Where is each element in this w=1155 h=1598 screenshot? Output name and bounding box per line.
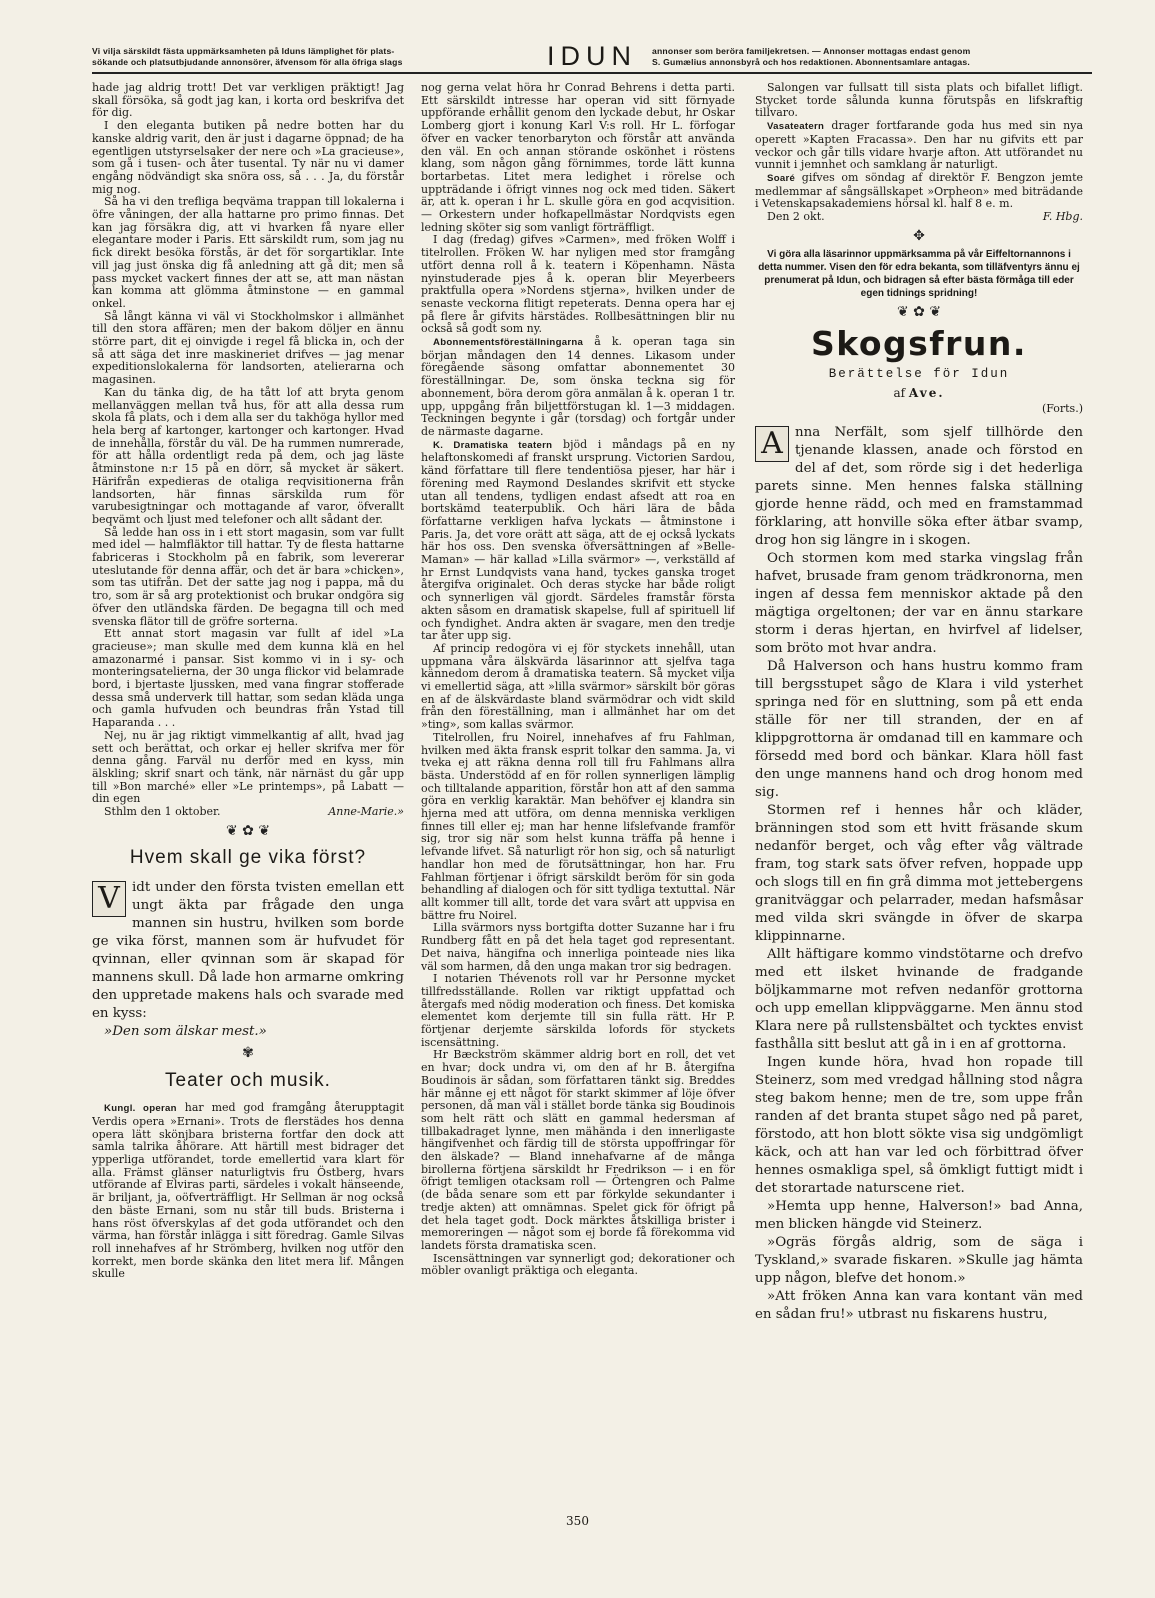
masthead-left-line: sökande och platsutbjudande annonsörer, äfvensom för alla öfriga slags <box>92 57 403 67</box>
story-continued-note: (Forts.) <box>1041 402 1083 416</box>
review-signature <box>755 211 1083 224</box>
masthead-right-line: annonser som beröra familjekretsen. — Annonser mottagas endast genom <box>652 46 971 56</box>
abonnement-lead: Abonnementsföreställningarna <box>433 337 584 349</box>
review-paragraph: Iscensättningen var synnerligt god; dekorationer och möbler ovanligt präktiga och eleganta. <box>421 1251 735 1278</box>
story-dropcap: A <box>755 426 789 462</box>
ornament-icon: ❦ ✿ ❦ <box>896 304 942 321</box>
story-text: nna Nerfält, som sjelf tillhörde den tjenande klassen, anade och förstod en del af det, som rörde sig i det hederliga parets sinne. Men hennes falska ställning gjorde henne rädd, och med en framstammad förklaring, att honville söka efter ätbar svamp, drog hon sig längre in i skogen. <box>755 424 1083 548</box>
soare-lead: Soaré <box>767 172 796 184</box>
story-paragraph: »Hemta upp henne, Halverson!» bad Anna, men blicken hängde vid Steinerz. <box>755 1198 1083 1232</box>
column-1 <box>92 82 404 1512</box>
column-2 <box>421 82 735 1512</box>
letter-signature <box>92 806 404 819</box>
carmen-paragraph: I dag (fredag) gifves »Carmen», med fröken Wolff i titelrollen. Fröken W. har nyligen med stor framgång utfört denna roll å k. teatern i Köpenhamn. Nästa nyinstuderade pjes å k. operan blir Meyerbeers praktfulla opera »Nordens stjerna», hvilken under de senaste veckorna flitigt repeterats. Denna opera har ej på flere år gifvits härstädes. Rollbesättningen blir nu också så godt som ny. <box>421 233 735 336</box>
story-paragraph: Då Halverson och hans hustru kommo fram till bergsstupet sågo de Klara i vild ysterhet springa ned för en sluttning, som på ett enda ställe för ner till stranden, der en af klippgrottorna är omdanad till en kammare och försedd med bord och bänkar. Klara höll fast den unge mannens hand och drog honom med sig. <box>755 658 1083 800</box>
masthead-right-line: S. Gumælius annonsbyrå och hos redaktionen. Abonnentsamlare antagas. <box>652 57 970 67</box>
review-closing: Salongen var fullsatt till sista plats och bifallet lifligt. Stycket torde sålunda kunna förutspås en lifskraftig tillvaro. <box>755 82 1083 120</box>
anecdote-body <box>92 879 404 1041</box>
story-byline <box>755 386 1083 401</box>
letter-author: Anne-Marie.» <box>328 805 404 819</box>
dramatiska-text: bjöd i måndags på en ny helaftonskomedi af franskt ursprung. Victorien Sardou, känd författare till flere tendentiösa pjeser, har här i förening med Raymond Deslandes skrifvit ett stycke utan all tendens, tydligen endast afsedt att roa en bortskämd teaterpublik. Och häri lära de båda författarne verkligen hafva lyckats — åtminstone i Paris. Ja, det vore orätt att säga, att de ej också lyckats här hos oss. Den svenska öfversättningen af »Belle-Maman» — här kallad »Lilla svärmor» —, verkställd af hr Ernst Lundqvists vana hand, tyckes ganska troget återgifva originalet. Och deras stycke har både roligt och synnerligen väl gjordt. Särdeles framstår första akten såsom en dramatisk skapelse, full af spirituell lif och fyndighet. Andra akten är svagare, men den tredje tar åter upp sig. <box>421 437 735 643</box>
soare-text: gifves om söndag af direktör F. Bengzon jemte medlemmar af sångsällskapet »Orpheon» med biträdande i Vetenskapsakademiens hörsal kl. half 8 e. m. <box>755 170 1083 211</box>
letter-paragraph: Nej, nu är jag riktigt vimmelkantig af allt, hvad jag sett och berättat, och orkar ej heller skrifva mer för denna gång. Farväl nu derför med en kyss, min älskling; skrif snart och tänk, när närnäst du går upp till »Bon marché» eller »Le printemps», på Labatt — din egen <box>92 728 404 806</box>
story-paragraph: Stormen ref i hennes hår och kläder, bränningen stod som ett hvitt fräsande skum nedanför berget, och våg efter våg vältrade fram, tog stark sats öfver refven, hoppade upp och slogs till en fin grå dimma mot jettebergens granitväggar och pelarrader, medan hafsmåsar med vilda skri svängde in öfver de skarpa klippinnarne. <box>755 802 1083 944</box>
letter-paragraph: Så ledde han oss in i ett stort magasin, som var fullt med idel — halmfläktor till hattar. Ty de flesta hattarne fabriceras i Stockholm på en fabrik, som levererar uteslutande för denna affär, och det är bara »chicken», som tas utifrån. Det der satte jag nog i pappa, må du tro, som är så arg protektionist och brukar ondgöra sig öfver den utländska färden. De begagna till och med svenska flätor till de gröfre sorterna. <box>92 525 404 628</box>
letter-paragraph: hade jag aldrig trott! Det var verkligen präktigt! Jag skall försöka, så godt jag kan, i korta ord beskrifva det för dig. <box>92 82 404 120</box>
opera-paragraph <box>92 1102 404 1281</box>
review-paragraph: Hr Bæckström skämmer aldrig bort en roll, det vet en hvar; dock undra vi, om den af hr B. återgifna Boudinois är sådan, som författaren tänkt sig. Breddes här månne ej ett något för starkt skimmer af löje öfver personen, då man väl i stället borde tänka sig Boudinois som helt rätt och slätt en gammal hedersman af tillbakadraget lynne, men mähända i den innerligaste hängifvenhet och färdig till de största uppoffringar för den älskade? — Bland innehafvarne af de många birollerna förtjena särskildt hr Fredrikson — i en för öfrigt temligen otacksam roll — Örtengren och Palme (de båda senare som ett par förkylde sekundanter i tredje akten) att omnämnas. Spelet gick för öfrigt på det hela taget godt. Dock märktes åtskilliga brister i memoreringen — något som ej borde få förekomma vid landets första dramatiska scen. <box>421 1048 735 1252</box>
subscription-notice: Vi göra alla läsarinnor uppmärksamma på vår Eiffeltornannons i detta nummer. Visen den för edra bekanta, som tilläfventyrs ännu ej prenumerat på Idun, och bidragen så efter bästa förmåga till eder egen tidnings spridning! <box>758 249 1080 300</box>
letter-paragraph: I den eleganta butiken på nedre botten har du kanske aldrig varit, den är just i dagarne öppnad; de ha egentligen utstyrselsaker der nere och »La gracieuse», som gå i tusen- och åter tusental. Ty när nu vi damer engång nödvändigt ska snöra oss, så . . . Ja, du förstår mig nog. <box>92 119 404 196</box>
story-subtitle: Berättelse för Idun <box>828 367 1010 382</box>
masthead-title: IDUN <box>547 41 637 71</box>
story-paragraph: Ingen kunde höra, hvad hon ropade till Steinerz, som med vredgad hållning stod några steg bakom henne; men de tre, som uppe från randen af det branta stupet sågo ned på paret, förstodo, att hon blott sökte visa sig undgömligt käck, och att han var led och förbittrad öfver hennes osmakliga spel, så ömkligt futtigt midt i det storartade naturscene riet. <box>755 1054 1083 1196</box>
review-paragraph: I notarien Thévenots roll var hr Personne mycket tillfredsställande. Rollen var riktigt uppfattad och återgafs med nödig moderation och finess. Det komiska elementet kom derjemte till sin fulla rätt. Hr P. förtjenar derjemte särskilda lofords för styckets iscensättning. <box>421 972 735 1049</box>
opera-text: har med god framgång återupptagit Verdis opera »Ernani». Trots de flerstädes hos denna opera lätt skönjbara bristerna fortfar den dock att samla talrika åhörare. Att härtill mest bidrager det ypperliga utförandet, torde emellertid vara klart för alla. Främst glänser naturligtvis fru Östberg, hvars utförande af Elviras parti, särdeles i vokalt hänseende, är briljant, ja, oöfverträffligt. Hr Sellman är nog också den bäste Ernani, som nu står till buds. Bristerna i hans röst öfverskylas af det goda utförandet och den värma, han förstår inlägga i sitt föredrag. Gamle Silvas roll innehafves af hr Strömberg, hvilken nog utför den korrekt, men borde skänka den litet mera lif. Mången skulle <box>92 1101 404 1281</box>
column-3 <box>755 82 1083 1512</box>
story-paragraph: »Att fröken Anna kan vara kontant vän med en sådan fru!» utbrast nu fiskarens hustru, <box>755 1288 1083 1322</box>
review-initials: F. Hbg. <box>1042 210 1083 224</box>
opera-continued: nog gerna velat höra hr Conrad Behrens i detta parti. Ett särskildt intresse har operan vid sitt förnyade uppförande erhållit genom den lyckade debut, hr Oskar Lomberg gjort i konung Karl V:s roll. Hr L. förfogar öfver en vacker tenorbaryton och förstår att använda den väl. En och annan störande oskönhet i röstens klang, som någon gång förnimmes, torde lätt kunna bortarbetas. Litet mera ledighet i rörelse och uppträdande i öfrigt vinnes nog ock med tiden. Säkert är, att k. operan i hr L. skulle göra en god acqvisition. — Orkestern under hofkapellmästar Nordqvists egen ledning sköter sig som vanligt förträffligt. <box>421 82 735 234</box>
heading-theater: Teater och musik. <box>165 1070 331 1092</box>
review-paragraph: Lilla svärmors nyss bortgifta dotter Suzanne har i fru Rundberg fått en på det hela taget god representant. Det naiva, hängifna och innerliga pointeade nies lika väl som harmen, då den unga makan tror sig bedragen. <box>421 921 735 973</box>
heading-anecdote: Hvem skall ge vika först? <box>129 847 367 869</box>
vasateatern-paragraph <box>755 120 1083 172</box>
soare-paragraph <box>755 172 1083 211</box>
page-number: 350 <box>566 1514 589 1528</box>
story-paragraph: Allt häftigare kommo vindstötarne och drefvo med ett ilsket hvinande de fradgande böljkammarne mot refven nedanför grottorna och upp emellan klippväggarne. Men ännu stod Klara nere på rullstensbältet och tycktes envist fasthålla sitt beslut att gå in i en af grottorna. <box>755 946 1083 1052</box>
opera-lead: Kungl. operan <box>104 1103 177 1115</box>
anecdote-reply: »Den som älskar mest.» <box>104 1024 267 1040</box>
letter-paragraph: Ett annat stort magasin var fullt af idel »La gracieuse»; man skulle med dem kunna klä en hel amazonarmé i pansar. Sist kommo vi in i sy- och monteringsatelierna, der 30 unga flickor vid belamrade bord, i bjertaste ljussken, med vana fingrar stofferade dessa små underverk till hattar, som sedan kläda unga och gamla hufvuden och beundras från Ystad till Haparanda . . . <box>92 627 404 730</box>
masthead-left-notice <box>92 46 532 68</box>
review-paragraph: Af princip redogöra vi ej för styckets innehåll, utan uppmana våra älskvärda läsarinnor att sjelfva taga kännedom derom å dramatiska teatern. Så mycket vilja vi emellertid säga, att »lilla svärmor» särskilt bör göras en af de älskvärdaste bland svärmödrar och vidt skild från den föreställning, man i allmänhet har om det »ting», som kallas svärmor. <box>421 641 735 732</box>
review-paragraph: Titelrollen, fru Noirel, innehafves af fru Fahlman, hvilken med äkta fransk esprit tolkar den samma. Ja, vi tveka ej att räkna denna roll till fru Fahlmans allra bästa. Understödd af en för rollen synnerligen lämplig och tilltalande apparition, förstår hon att af den samma göra en verklig karaktär. Man behöfver ej klandra sin hjerna med att utföra, om denna menniska verkligen finnes till eller ej; man har henne lifslefvande framför sig, tror sig när som helst kunna träffa på henne i lefvande lifvet. Så naturligt rör hon sig, och så naturligt handlar hon med de förutsättningar, hon har. Fru Fahlman förtjenar i öfrigt särskildt beröm för sin goda behandling af dialogen och för sitt tydliga textuttal. När allt kommer till allt, torde det vara svårt att uppvisa en bättre fru Noirel. <box>421 730 735 922</box>
letter-paragraph: Så ha vi den trefliga beqväma trappan till lokalerna i öfre våningen, der alla hattarne pro primo finnas. Det kan jag försäkra dig, att vi hvarken få nyare eller elegantare moder i Paris. Ett särskildt rum, som jag nu fick direkt besöka förstås, är det för sorgartiklar. Inte vill jag just önska dig få anledning att gå dit; men så pass mycket vackert finnes der att se, att man nästan kan komma att glömma åtminstone — en gammal onkel. <box>92 195 404 310</box>
masthead-left-line: Vi vilja särskildt fästa uppmärksamheten på Iduns lämplighet för plats- <box>92 46 395 56</box>
story-author: Ave. <box>908 386 945 401</box>
masthead-right-notice <box>652 46 1092 68</box>
abonnement-paragraph <box>421 336 735 439</box>
story-body <box>755 424 1083 1324</box>
letter-paragraph: Kan du tänka dig, de ha tått lof att bryta genom mellanväggen mellan två hus, för att alla dessa rum skola få plats, och i dem alla ser du takhöga hyllor med hela berg af kartonger, kartonger och kartonger. Hvad de innehålla, förstår du väl. De ha rummen numrerade, för att hålla ordentligt reda på dem, och jag läste åtminstone n:r 15 på en dörr, så mycket är säkert. Härifrån expedieras de otaliga reqvisitionerna från landsorten, här finnas särskilda rum för varubesigtningar och mottagande af varor, öfverallt beqvämt och ljust med telefoner och allt sådant der. <box>92 385 404 526</box>
ornament-icon: ✥ <box>913 227 925 244</box>
dramatiska-lead: K. Dramatiska teatern <box>433 439 553 451</box>
anecdote-text: idt under den första tvisten emellan ett ungt äkta par frågade den unga mannen sin hustru, hvilken som borde ge vika först, mannen som är hufvudet för qvinnan, eller qvinnan som är skapad för mannens skull. Då lade hon armarne omkring den uppretade makens hals och svarade med en kyss: <box>92 880 404 1022</box>
story-title: Skogsfrun. <box>811 324 1027 364</box>
ornament-icon: ❦ ✿ ❦ <box>225 822 271 839</box>
byline-prefix: af <box>893 386 906 401</box>
abonnement-text: å k. operan taga sin början måndagen den 14 dennes. Likasom under föregående säsong omfattar abonnementet 30 föreställningar. De, som önska teckna sig för abonnement, böra derom göra anmälan å k. operan 1 tr. upp, uppgång från biljettförstugan kl. 1—3 middagen. Teckningen begynte i går (torsdag) och fortgår under de närmaste dagarne. <box>421 335 735 438</box>
ornament-icon: ✾ <box>242 1045 254 1062</box>
dramatiska-paragraph <box>421 439 735 643</box>
story-paragraph: »Ogräs förgås aldrig, som de säga i Tyskland,» svarade fiskaren. »Skulle jag hämta upp någon, blefve det honom.» <box>755 1234 1083 1286</box>
letter-place-date: Sthlm den 1 oktober. <box>104 805 221 819</box>
letter-paragraph: Så långt känna vi väl vi Stockholmskor i allmänhet till den stora affären; men der bakom döljer en ännu större part, dit ej oinvigde i regel få blicka in, och der så att säga det inre maskineriet drifves — jag menar expeditionslokalerna för landsorten, atelierarna och magasinen. <box>92 309 404 387</box>
vasateatern-lead: Vasateatern <box>767 121 825 133</box>
vasateatern-text: drager fortfarande goda hus med sin nya operett »Kapten Fracassa». Den har nu gifvits ett par veckor och går tills vidare hvarje afton. Att utförandet nu vunnit i jemnhet och samklang är naturligt. <box>755 119 1083 172</box>
anecdote-dropcap: V <box>92 881 126 917</box>
review-date: Den 2 okt. <box>767 210 825 224</box>
story-paragraph: Och stormen kom med starka vingslag från hafvet, brusade fram genom trädkronorna, men ingen af dessa fem menniskor aktade på den mägtiga orgeltonen; der var en ännu starkare storm i deras hjertan, en hvirfvel af lidelser, som bröto mot hvar andra. <box>755 550 1083 656</box>
masthead <box>92 40 1092 74</box>
